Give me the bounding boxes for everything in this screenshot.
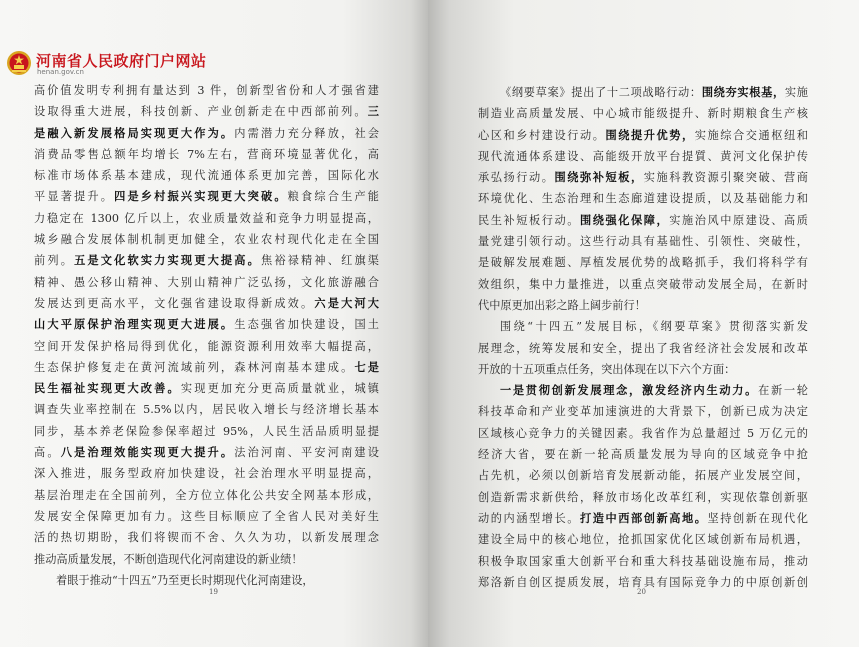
text-line (34, 378, 379, 399)
text-line (34, 463, 379, 484)
bold-text-segment: 三 (367, 104, 379, 119)
text-line (34, 506, 379, 527)
text-segment: 代中原更加出彩之路上阔步前行！ (478, 298, 646, 312)
text-line (478, 146, 808, 167)
bold-text-segment: 五是文化软实力实现更大提高。 (74, 253, 261, 268)
text-segment: 发展达到更高水平，文化强省建设取得新成效。 (34, 296, 315, 310)
text-line (478, 188, 808, 209)
text-segment: 调查失业率控制在 5.5%以内，居民收入增长与经济增长基本 (34, 403, 379, 417)
text-line (34, 229, 379, 250)
bold-text-segment: 民生福祉实现更大改善。 (34, 381, 181, 396)
text-line (478, 551, 808, 572)
text-segment: 发展安全保障更加有力。这些目标顺应了全省人民对美好生 (34, 509, 379, 523)
text-segment: 是破解发展难题、厚植发展优势的战略抓手，我们将科学有 (478, 256, 808, 270)
text-segment: 坚持创新在现代化 (707, 511, 808, 525)
page-number-left: 19 (209, 588, 218, 596)
text-segment: 实施治风中原建设、高质 (669, 213, 808, 227)
text-segment: 民生补短板行动。 (478, 213, 581, 227)
text-line (478, 210, 808, 231)
text-segment: 深入推进，服务型政府加快建设，社会治理水平明显提高， (34, 467, 379, 481)
text-segment: 基层治理走在全国前列，全方位立体化公共安全网基本形成， (34, 488, 379, 502)
text-segment: 实施科教资源引聚突破、营商 (643, 171, 808, 185)
bold-text-segment: 七是 (354, 359, 379, 374)
text-segment: 内需潜力充分释放，社会 (234, 126, 379, 140)
text-segment: 环境优化、生态治理和生态廊道建设提质，以及基础能力和 (478, 192, 808, 206)
text-segment: 心区和乡村建设行动。 (478, 128, 606, 142)
text-segment: 承弘扬行动。 (478, 171, 555, 185)
text-line (34, 186, 379, 207)
page-number-right: 20 (637, 588, 646, 596)
text-segment: 活的热切期盼，我们将锲而不舍、久久为功，以新发展理念 (34, 531, 379, 545)
text-segment: 展理念，统筹发展和安全，提出了我省经济社会发展和改革 (478, 341, 808, 355)
text-segment: 效组织，集中力量推进，以重点突破带动发展全局，在新时 (478, 277, 808, 291)
text-segment: 前列。 (34, 254, 75, 268)
text-segment: 郑洛新自创区提质发展，培育具有国际竞争力的中原创新创 (478, 575, 808, 589)
text-line (34, 399, 379, 420)
text-segment: 建设全局中的核心地位，抢抓国家优化区域创新布局机遇， (478, 533, 808, 547)
text-line (34, 314, 379, 335)
text-line (34, 272, 379, 293)
text-segment: 标准市场体系基本建成，现代流通体系更加完善，国际化水 (34, 169, 379, 183)
text-line (34, 485, 379, 506)
left-page-body (34, 80, 379, 591)
text-line (34, 549, 379, 570)
text-line (478, 167, 808, 188)
text-segment: 区域核心竞争力的关键因素。我省作为总量超过 5 万亿元的 (478, 426, 808, 440)
text-segment: 量党建引领行动。这些行动具有基础性、引领性、突破性， (478, 235, 808, 249)
site-title: 河南省人民政府门户网站 (36, 52, 207, 70)
bold-text-segment: 围绕提升优势， (605, 127, 695, 142)
bold-text-segment: 围绕弥补短板， (554, 170, 644, 185)
text-segment: 制造业高质量发展、中心城市能级提升、新时期粮食生产核 (478, 107, 808, 121)
text-segment: 围绕“十四五”发展目标，《纲要草案》贯彻落实新发 (500, 320, 808, 334)
bold-text-segment: 打造中西部创新高地。 (580, 510, 708, 525)
text-segment: 在新一轮 (758, 384, 808, 398)
text-line (34, 293, 379, 314)
text-segment: 着眼于推动“十四五”乃至更长时期现代化河南建设， (56, 573, 314, 587)
text-line (34, 101, 379, 122)
text-line (478, 82, 808, 103)
text-line (478, 103, 808, 124)
text-line (34, 208, 379, 229)
bold-text-segment: 八是治理效能实现更大提升。 (60, 445, 235, 460)
text-segment: 科技革命和产业变革加速演进的大背景下，创新已成为决定 (478, 405, 808, 419)
right-page-body (478, 82, 808, 593)
text-line (478, 401, 808, 422)
text-segment: 空间开发保护格局得到优化，能源资源利用效率大幅提高， (34, 339, 379, 353)
text-segment: 《纲要草案》提出了十二项战略行动： (500, 86, 702, 99)
text-line (34, 570, 379, 591)
text-line (478, 231, 808, 252)
bold-text-segment: 是融入新发展格局实现更大作为。 (34, 125, 235, 140)
site-url: henan.gov.cn (37, 68, 84, 76)
text-line (478, 444, 808, 465)
text-segment: 实施 (784, 86, 808, 99)
text-segment: 粮食综合生产能 (287, 190, 379, 204)
text-line (478, 274, 808, 295)
text-segment: 消费品零售总额年均增长 7%左右，营商环境显著优化，高 (34, 147, 379, 161)
text-segment: 力稳定在 1300 亿斤以上，农业质量效益和竞争力明显提高， (34, 211, 379, 225)
text-segment: 同步，基本养老保险参保率超过 95%，人民生活品质明显提 (34, 424, 379, 438)
text-line (478, 487, 808, 508)
text-line (34, 357, 379, 378)
text-line (34, 250, 379, 271)
text-segment: 精神、愚公移山精神、大别山精神广泛弘扬，文化旅游融合 (34, 275, 379, 289)
text-line (478, 508, 808, 529)
text-line (478, 423, 808, 444)
text-line (478, 125, 808, 146)
bold-text-segment: 四是乡村振兴实现更大突破。 (114, 189, 288, 204)
text-line (478, 465, 808, 486)
text-line (478, 295, 808, 316)
text-segment: 焦裕禄精神、红旗渠 (260, 254, 379, 268)
text-segment: 推动高质量发展，不断创造现代化河南建设的新业绩！ (34, 552, 303, 566)
text-segment: 高价值发明专利拥有量达到 3 件，创新型省份和人才强省建 (34, 84, 379, 97)
bold-text-segment: 六是大河大 (314, 295, 379, 310)
text-segment: 开放的十五项重点任务，突出体现在以下六个方面： (478, 362, 736, 376)
text-segment: 现代流通体系建设、高能级开放平台提質、黄河文化保护传 (478, 149, 808, 163)
text-segment: 创造新需求新供给，释放市场化改革红利，实现依靠创新驱 (478, 490, 808, 504)
text-line (34, 336, 379, 357)
left-page (0, 0, 428, 647)
text-segment: 实现更加充分更高质量就业，城镇 (180, 382, 379, 396)
text-segment: 平显著提升。 (34, 190, 115, 204)
text-line (478, 316, 808, 337)
text-line (34, 144, 379, 165)
text-segment: 经济大省，要在新一轮高质量发展为导向的区域竞争中抢 (478, 448, 808, 462)
text-segment: 高。 (34, 446, 61, 460)
text-segment: 实施综合交通枢纽和 (694, 128, 808, 142)
text-line (34, 80, 379, 101)
text-line (478, 252, 808, 273)
text-segment: 城乡融合发展体制机制更加健全，农业农村现代化走在全国 (34, 233, 379, 247)
text-line (478, 380, 808, 401)
bold-text-segment: 围绕强化保障， (580, 212, 670, 227)
text-segment: 生态保护修复走在黄河流域前列，森林河南基本建成。 (34, 360, 355, 374)
text-segment: 设取得重大进展，科技创新、产业创新走在中西部前列。 (34, 105, 368, 119)
text-line (34, 527, 379, 548)
national-emblem-icon (6, 50, 32, 76)
text-segment: 动的内涵型增长。 (478, 511, 581, 525)
text-line (478, 359, 808, 380)
bold-text-segment: 山大平原保护治理实现更大进展。 (34, 317, 235, 332)
text-line (34, 421, 379, 442)
text-line (478, 529, 808, 550)
text-segment: 生态强省加快建设，国土 (234, 318, 379, 332)
text-line (34, 165, 379, 186)
text-segment: 积极争取国家重大创新平台和重大科技基础设施布局，推动 (478, 554, 808, 568)
bold-text-segment: 一是贯彻创新发展理念，激发经济内生动力。 (500, 383, 759, 398)
text-line (34, 123, 379, 144)
text-line (478, 338, 808, 359)
bold-text-segment: 围绕夯实根基， (701, 85, 785, 99)
site-logo (6, 50, 206, 78)
text-line (34, 442, 379, 463)
text-segment: 占先机，必须以创新培育发展新动能，拓展产业发展空间， (478, 469, 808, 483)
text-segment: 法治河南、平安河南建设 (234, 446, 379, 460)
